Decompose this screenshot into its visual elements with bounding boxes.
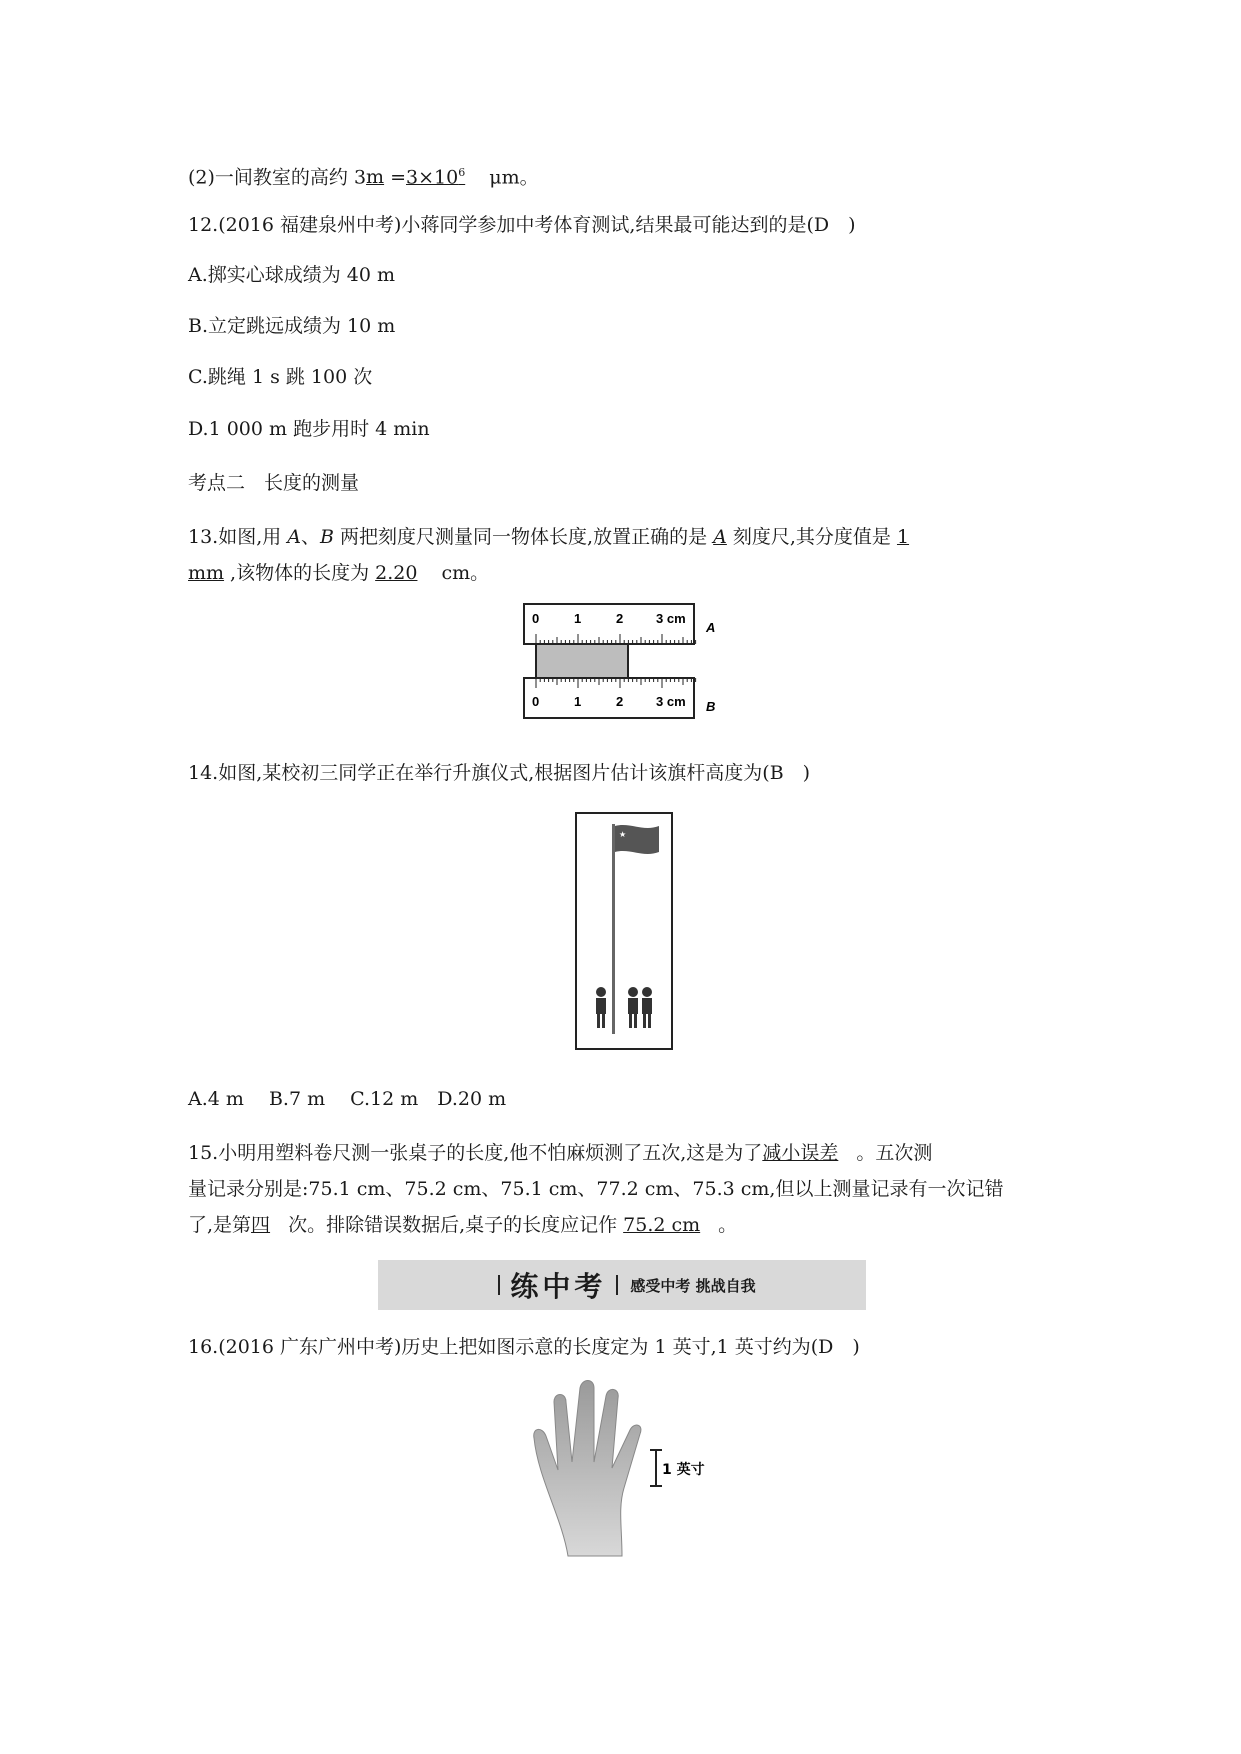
ruler-b-label: B: [706, 699, 716, 714]
q13-answer-division-unit: mm: [188, 562, 225, 584]
student-2-leg: [634, 1014, 637, 1028]
student-1-head: [596, 987, 606, 997]
ruler-b-tick-3: 3 cm: [656, 694, 686, 709]
q16-stem: 16.(2016 广东广州中考)历史上把如图示意的长度定为 1 英寸,1 英寸约为(D ): [188, 1336, 860, 1358]
student-1-body: [596, 998, 606, 1014]
q14-options: A.4 m B.7 m C.12 m D.20 m: [188, 1088, 507, 1110]
ruler-a-tick-3: 3 cm: [656, 611, 686, 626]
q15-answer-length: 75.2 cm: [623, 1214, 701, 1236]
q15-answer-purpose: 减小误差: [762, 1142, 839, 1164]
q12-option-a: A.掷实心球成绩为 40 m: [188, 264, 396, 286]
q12-option-d: D.1 000 m 跑步用时 4 min: [188, 418, 430, 440]
ruler-b-tick-0: 0: [532, 694, 540, 709]
q12-option-b: B.立定跳远成绩为 10 m: [188, 315, 396, 337]
flagpole-figure: [575, 812, 673, 1050]
hand-shape: [534, 1381, 641, 1557]
q13-line1: 13.如图,用 A、B 两把刻度尺测量同一物体长度,放置正确的是 A 刻度尺,其分度值是 1: [188, 526, 910, 548]
hand-label: 1 英寸: [662, 1462, 705, 1478]
q12-stem: 12.(2016 福建泉州中考)小蒋同学参加中考体育测试,结果最可能达到的是(D ): [188, 214, 856, 236]
student-3-body: [642, 998, 652, 1014]
ruler-a-tick-0: 0: [532, 611, 540, 626]
flagpole: [612, 824, 615, 1034]
q15-answer-wrong-index: 四: [251, 1214, 271, 1236]
student-3-head: [642, 987, 652, 997]
student-3-leg: [643, 1014, 646, 1028]
q13-line2: mm ,该物体的长度为 2.20 cm。: [188, 562, 490, 584]
banner-title: 练中考: [510, 1270, 607, 1303]
q15-line3: 了,是第四 次。排除错误数据后,桌子的长度应记作 75.2 cm 。: [188, 1214, 738, 1236]
student-2-body: [628, 998, 638, 1014]
q14-stem: 14.如图,某校初三同学正在举行升旗仪式,根据图片估计该旗杆高度为(B ): [188, 762, 811, 784]
hand-figure: [528, 1378, 728, 1558]
ruler-b-tick-2: 2: [616, 694, 624, 709]
ruler-b-tick-1: 1: [574, 694, 582, 709]
q11-answer-unit: m: [366, 166, 385, 189]
q13-answer-length: 2.20: [375, 562, 418, 584]
banner-divider: [616, 1275, 618, 1295]
q11-answer-value: $3\times 10^6$: [406, 166, 466, 189]
ruler-a-label: A: [706, 620, 716, 635]
section-title: 考点二 长度的测量: [188, 472, 360, 494]
section-banner: [378, 1260, 866, 1310]
ruler-a-tick-1: 1: [574, 611, 582, 626]
q13-answer-division-1: 1: [896, 526, 910, 548]
q12-option-c: C.跳绳 1 s 跳 100 次: [188, 366, 373, 388]
student-3-leg: [648, 1014, 651, 1028]
measured-object: [536, 644, 628, 678]
q11-part2: (2)一间教室的高约 $3m =3\times 10^6$ μm。: [188, 160, 539, 190]
student-2-leg: [629, 1014, 632, 1028]
banner-divider: [498, 1275, 500, 1295]
ruler-figure: [518, 598, 728, 728]
q15-line1: 15.小明用塑料卷尺测一张桌子的长度,他不怕麻烦测了五次,这是为了减小误差 。五次测: [188, 1142, 933, 1164]
student-1-leg: [602, 1014, 605, 1028]
student-2-head: [628, 987, 638, 997]
ruler-a-tick-2: 2: [616, 611, 624, 626]
student-1-leg: [597, 1014, 600, 1028]
q13-answer-ruler: A: [713, 526, 727, 548]
banner-subtitle: 感受中考 挑战自我: [630, 1276, 756, 1295]
flag-star-icon: ★: [619, 830, 627, 839]
q15-line2: 量记录分别是:75.1 cm、75.2 cm、75.1 cm、77.2 cm、75.3 cm,但以上测量记录有一次记错: [188, 1178, 1004, 1200]
